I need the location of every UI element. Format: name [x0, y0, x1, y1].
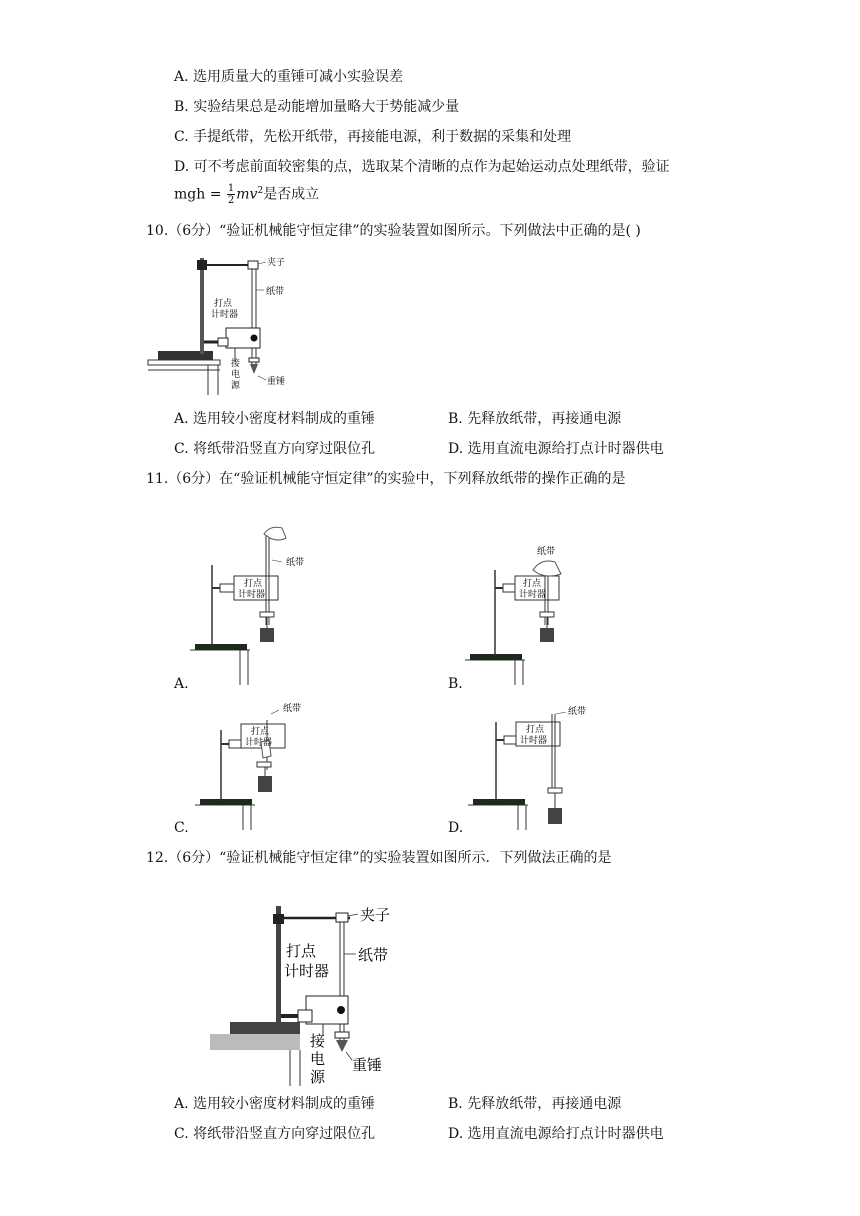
- label-timer-1: 打点: [244, 579, 263, 589]
- q11-figure-d: [468, 700, 598, 830]
- q11-option-a-label: A.: [174, 676, 189, 692]
- label-power-2: 电: [231, 370, 241, 380]
- q11-figure-a: [190, 520, 320, 685]
- q11-option-d-label: D.: [448, 820, 464, 836]
- q11-option-c-label: C.: [174, 820, 189, 836]
- label-timer-1: 打点: [286, 942, 317, 960]
- q9-option-a: A. 选用质量大的重锤可减小实验误差: [174, 69, 404, 85]
- label-tape: 纸带: [358, 946, 389, 964]
- label-timer-2: 计时器: [520, 736, 548, 746]
- label-power-1: 接: [310, 1032, 326, 1050]
- q9-option-c: C. 手提纸带，先松开纸带，再接能电源，利于数据的采集和处理: [174, 129, 572, 145]
- q11-option-b-label: B.: [448, 676, 463, 692]
- q10-option-c: C. 将纸带沿竖直方向穿过限位孔: [174, 441, 376, 457]
- q11-figure-c: [195, 700, 325, 830]
- q10-stem: 10.（6分）“验证机械能守恒定律”的实验装置如图所示。下列做法中正确的是( ): [146, 223, 641, 239]
- q10-apparatus-figure: [148, 250, 308, 395]
- fraction-denominator: 2: [227, 195, 235, 206]
- q12-option-b: B. 先释放纸带，再接通电源: [448, 1096, 622, 1112]
- label-clamp: 夹子: [267, 258, 286, 268]
- label-timer-2: 计时器: [238, 590, 266, 600]
- formula-suffix: 是否成立: [263, 186, 320, 203]
- label-timer-1: 打点: [526, 725, 545, 735]
- label-tape: 纸带: [286, 558, 305, 568]
- label-weight: 重锤: [352, 1056, 383, 1074]
- label-tape: 纸带: [537, 547, 556, 557]
- label-power-1: 接: [231, 359, 241, 369]
- label-tape: 纸带: [266, 287, 285, 297]
- label-power-2: 电: [310, 1050, 326, 1068]
- label-timer-1: 打点: [214, 299, 233, 309]
- label-tape: 纸带: [568, 707, 587, 717]
- q9-option-b: B. 实验结果总是动能增加量略大于势能减少量: [174, 99, 460, 115]
- q12-apparatus-figure: [210, 896, 410, 1086]
- fraction-numerator: 1: [227, 183, 235, 194]
- q12-option-c: C. 将纸带沿竖直方向穿过限位孔: [174, 1126, 376, 1142]
- q9-option-d: D. 可不考虑前面较密集的点，选取某个清晰的点作为起始运动点处理纸带，验证: [174, 159, 670, 175]
- label-timer-2: 计时器: [245, 738, 273, 748]
- label-timer-1: 打点: [523, 579, 542, 589]
- q11-figure-b: [465, 540, 595, 685]
- label-timer-2: 计时器: [519, 590, 547, 600]
- q10-option-b: B. 先释放纸带，再接通电源: [448, 411, 622, 427]
- label-tape: 纸带: [283, 704, 302, 714]
- label-timer-1: 打点: [251, 727, 270, 737]
- label-weight: 重锤: [267, 377, 286, 387]
- formula-exponent: 2: [257, 185, 264, 196]
- label-timer-2: 计时器: [211, 310, 239, 320]
- formula-mgh: mgh =: [174, 186, 226, 203]
- formula-fraction: [227, 183, 235, 206]
- q10-option-d: D. 选用直流电源给打点计时器供电: [448, 441, 664, 457]
- q10-option-a: A. 选用较小密度材料制成的重锤: [174, 411, 376, 427]
- label-power-3: 源: [231, 381, 241, 391]
- q11-stem: 11.（6分）在“验证机械能守恒定律”的实验中，下列释放纸带的操作正确的是: [146, 471, 626, 487]
- q12-option-d: D. 选用直流电源给打点计时器供电: [448, 1126, 664, 1142]
- q9-option-d-formula: [174, 183, 319, 206]
- label-power-3: 源: [310, 1068, 326, 1086]
- q12-stem: 12.（6分）“验证机械能守恒定律”的实验装置如图所示．下列做法正确的是: [146, 850, 612, 866]
- formula-mv: mv: [236, 186, 258, 203]
- label-clamp: 夹子: [360, 906, 391, 924]
- label-timer-2: 计时器: [284, 962, 330, 980]
- q12-option-a: A. 选用较小密度材料制成的重锤: [174, 1096, 376, 1112]
